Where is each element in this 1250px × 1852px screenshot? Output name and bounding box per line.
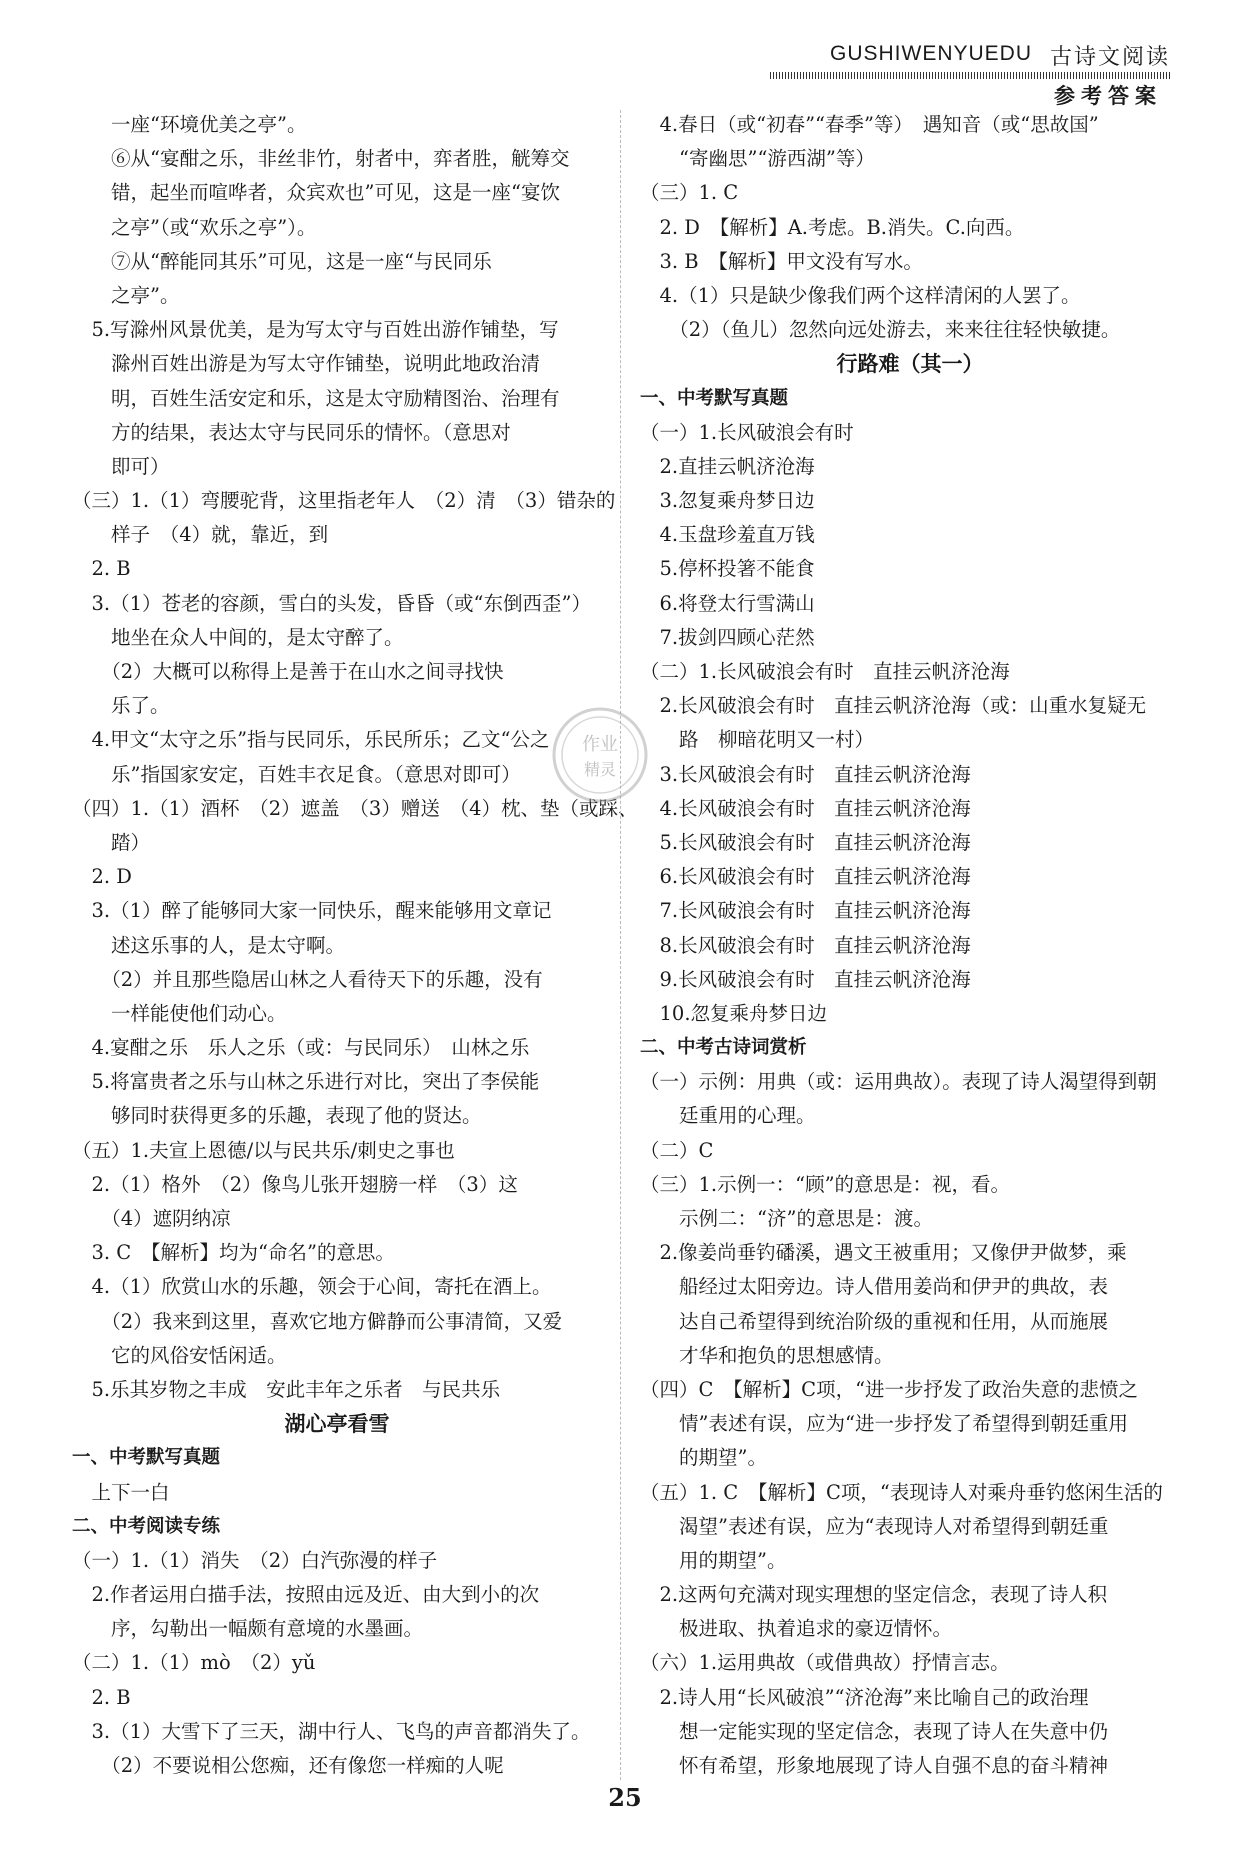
left-text-line: 它的风俗安恬闲适。	[72, 1343, 287, 1367]
left-text-line: （四）1.（1）酒杯 （2）遮盖 （3）赠送 （4）枕、垫（或踩、	[72, 796, 638, 820]
right-text-line: （二）C	[640, 1138, 714, 1162]
left-text-line: ⑦从“醉能同其乐”可见，这是一座“与民同乐	[72, 249, 492, 273]
left-text-line: 之亭”（或“欢乐之亭”）。	[72, 215, 317, 239]
right-text-line: （三）1. C	[640, 181, 739, 205]
right-text-line: 3. B 【解析】甲文没有写水。	[640, 249, 923, 273]
left-text-line: 4.（1）欣赏山水的乐趣，领会于心间，寄托在酒上。	[72, 1275, 552, 1299]
left-text-line: 2. B	[72, 1685, 131, 1709]
category-title: 古诗文阅读	[1050, 45, 1171, 70]
right-text-line: 情”表述有误，应为“进一步抒发了希望得到朝廷重用	[640, 1412, 1128, 1436]
left-text-line: （一）1.（1）消失 （2）白汽弥漫的样子	[72, 1548, 438, 1572]
right-text-line: 才华和抱负的思想感情。	[640, 1343, 894, 1367]
right-text-line: 2.长风破浪会有时 直挂云帆济沧海（或：山重水复疑无	[640, 694, 1147, 718]
right-text-line: 10.忽复乘舟梦日边	[640, 1001, 828, 1025]
left-text-line: ⑥从“宴酣之乐，非丝非竹，射者中，弈者胜，觥筹交	[72, 147, 570, 171]
left-text-line: 错，起坐而喧哗者，众宾欢也”可见，这是一座“宴饮	[72, 181, 560, 205]
left-text-line: （2）不要说相公您痴，还有像您一样痴的人呢	[72, 1754, 504, 1777]
section-heading: 行路难（其一）	[836, 351, 984, 377]
left-text-line: 2.（1）格外 （2）像鸟儿张开翅膀一样 （3）这	[72, 1172, 518, 1196]
right-text-line: 6.将登太行雪满山	[640, 591, 815, 615]
left-text-line: 地坐在众人中间的，是太守醉了。	[72, 625, 404, 649]
right-column	[640, 108, 1180, 1783]
page-header	[770, 40, 1170, 110]
right-text-line: 船经过太阳旁边。诗人借用姜尚和伊尹的典故，表	[640, 1275, 1109, 1299]
right-text-line: 2.诗人用“长风破浪”“济沧海”来比喻自己的政治理	[640, 1685, 1089, 1709]
left-text-line: 踏）	[72, 830, 151, 854]
left-text-line: 3.（1）醉了能够同大家一同快乐，醒来能够用文章记	[72, 899, 552, 923]
left-text-line: 序，勾勒出一幅颇有意境的水墨画。	[72, 1617, 424, 1641]
left-text-line: 即可）	[72, 454, 170, 478]
left-text-line: 5.乐其岁物之丰成 安此丰年之乐者 与民共乐	[72, 1377, 501, 1401]
left-text-line: 上下一白	[72, 1480, 170, 1504]
left-text-line: 乐”指国家安定，百姓丰衣足食。（意思对即可）	[72, 762, 521, 786]
right-text-line: 4.玉盘珍羞直万钱	[640, 523, 815, 547]
right-text-line: 7.长风破浪会有时 直挂云帆济沧海	[640, 899, 971, 923]
left-text-line: 一座“环境优美之亭”。	[72, 113, 307, 136]
right-text-line: 用的期望”。	[640, 1548, 787, 1572]
series-title: GUSHIWENYUEDU	[830, 42, 1033, 65]
section-subtitle: 参考答案	[1054, 83, 1162, 108]
subsection-heading: 二、中考阅读专练	[72, 1515, 221, 1537]
right-text-line: 2.这两句充满对现实理想的坚定信念，表现了诗人积	[640, 1583, 1108, 1607]
right-text-line: 6.长风破浪会有时 直挂云帆济沧海	[640, 865, 971, 889]
left-text-line: （五）1.夫宣上恩德/以与民共乐/刺史之事也	[72, 1138, 455, 1162]
left-text-line: 2.作者运用白描手法，按照由远及近、由大到小的次	[72, 1583, 540, 1607]
right-text-line: 2.直挂云帆济沧海	[640, 454, 815, 478]
right-text-line: 4.（1）只是缺少像我们两个这样清闲的人罢了。	[640, 283, 1081, 307]
stamp-text-bottom: 精灵	[583, 760, 617, 779]
left-text-line: （2）大概可以称得上是善于在山水之间寻找快	[72, 660, 504, 683]
right-text-line: 8.长风破浪会有时 直挂云帆济沧海	[640, 933, 971, 957]
right-text-line: 2.像姜尚垂钓磻溪，遇文王被重用；又像伊尹做梦，乘	[640, 1241, 1127, 1265]
section-heading: 湖心亭看雪	[284, 1411, 390, 1437]
right-text-line: “寄幽思”“游西湖”等）	[640, 147, 875, 171]
left-text-line: 4.宴酣之乐 乐人之乐（或：与民同乐） 山林之乐	[72, 1036, 530, 1060]
left-text-line: 一样能使他们动心。	[72, 1001, 287, 1025]
left-text-line: 3.（1）大雪下了三天，湖中行人、飞鸟的声音都消失了。	[72, 1719, 591, 1743]
left-text-line: 明，百姓生活安定和乐，这是太守励精图治、治理有	[72, 386, 560, 410]
left-text-line: 5.写滁州风景优美，是为写太守与百姓出游作铺垫，写	[72, 318, 559, 342]
left-text-line: 3.（1）苍老的容颜，雪白的头发，昏昏（或“东倒西歪”）	[72, 591, 591, 615]
right-text-line: （六）1.运用典故（或借典故）抒情言志。	[640, 1651, 1010, 1675]
watermark-stamp-icon	[545, 700, 655, 810]
right-text-line: 极进取、执着追求的豪迈情怀。	[640, 1617, 953, 1641]
right-text-line: （一）1.长风破浪会有时	[640, 420, 854, 444]
right-text-line: 5.停杯投箸不能食	[640, 557, 815, 581]
subsection-heading: 一、中考默写真题	[72, 1447, 221, 1469]
left-text-line: 述这乐事的人，是太守啊。	[72, 933, 346, 957]
right-text-line: （三）1.示例一：“顾”的意思是：视，看。	[640, 1172, 1011, 1196]
right-text-line: 3.长风破浪会有时 直挂云帆济沧海	[640, 762, 971, 786]
right-text-line: 路 柳暗花明又一村）	[640, 728, 875, 752]
right-text-line: 4.春日（或“初春”“春季”等） 遇知音（或“思故国”	[640, 113, 1099, 136]
page-number: 25	[608, 1783, 642, 1812]
left-text-line: 2. D	[72, 865, 132, 889]
right-text-line: 7.拔剑四顾心茫然	[640, 625, 815, 649]
left-text-line: 2. B	[72, 557, 131, 581]
left-text-line: 5.将富贵者之乐与山林之乐进行对比，突出了李侯能	[72, 1070, 540, 1094]
right-text-line: 的期望”。	[640, 1446, 767, 1470]
right-text-line: （五）1. C 【解析】C项，“表现诗人对乘舟垂钓悠闲生活的	[640, 1480, 1163, 1504]
right-text-line: 2. D 【解析】A.考虑。B.消失。C.向西。	[640, 215, 1025, 239]
right-text-line: （2）（鱼儿）忽然向远处游去，来来往往轻快敏捷。	[640, 318, 1121, 342]
left-text-line: 滁州百姓出游是为写太守作铺垫，说明此地政治清	[72, 352, 541, 376]
stamp-text-top: 作业	[582, 734, 618, 755]
left-text-line: （三）1.（1）弯腰驼背，这里指老年人 （2）清 （3）错杂的	[72, 489, 616, 513]
left-text-line: 之亭”。	[72, 283, 180, 307]
column-divider	[620, 110, 621, 1780]
subsection-heading: 一、中考默写真题	[640, 387, 789, 409]
right-text-line: 9.长风破浪会有时 直挂云帆济沧海	[640, 967, 971, 991]
right-text-line: 4.长风破浪会有时 直挂云帆济沧海	[640, 796, 971, 820]
right-text-line: （二）1.长风破浪会有时 直挂云帆济沧海	[640, 660, 1010, 683]
left-text-line: 3. C 【解析】均为“命名”的意思。	[72, 1241, 395, 1265]
left-text-line: （二）1.（1）mò （2）yǔ	[72, 1651, 316, 1675]
left-column	[72, 108, 638, 1783]
right-text-line: 达自己希望得到统治阶级的重视和任用，从而施展	[640, 1309, 1109, 1333]
right-text-line: 渴望”表述有误，应为“表现诗人对希望得到朝廷重	[640, 1514, 1109, 1538]
left-text-line: （2）我来到这里，喜欢它地方僻静而公事清简，又爱	[72, 1309, 563, 1333]
right-text-line: 想一定能实现的坚定信念，表现了诗人在失意中仍	[640, 1719, 1109, 1743]
header-rule	[770, 72, 1170, 79]
left-text-line: （4）遮阴纳凉	[72, 1207, 231, 1230]
left-text-line: 乐了。	[72, 694, 170, 718]
right-text-line: 3.忽复乘舟梦日边	[640, 489, 815, 513]
left-text-line: 够同时获得更多的乐趣，表现了他的贤达。	[72, 1104, 482, 1128]
left-text-line: 样子 （4）就，靠近，到	[72, 523, 329, 547]
left-text-line: （2）并且那些隐居山林之人看待天下的乐趣，没有	[72, 967, 543, 991]
right-text-line: 廷重用的心理。	[640, 1104, 816, 1128]
right-text-line: （四）C 【解析】C项，“进一步抒发了政治失意的悲愤之	[640, 1377, 1139, 1401]
left-text-line: 方的结果，表达太守与民同乐的情怀。（意思对	[72, 420, 511, 444]
left-text-line: 4.甲文“太守之乐”指与民同乐，乐民所乐；乙文“公之	[72, 728, 550, 752]
right-text-line: 5.长风破浪会有时 直挂云帆济沧海	[640, 830, 971, 854]
subsection-heading: 二、中考古诗词赏析	[640, 1037, 807, 1059]
right-text-line: 示例二：“济”的意思是：渡。	[640, 1207, 933, 1230]
right-text-line: 怀有希望，形象地展现了诗人自强不息的奋斗精神	[640, 1754, 1109, 1777]
right-text-line: （一）示例：用典（或：运用典故）。表现了诗人渴望得到朝	[640, 1070, 1157, 1094]
